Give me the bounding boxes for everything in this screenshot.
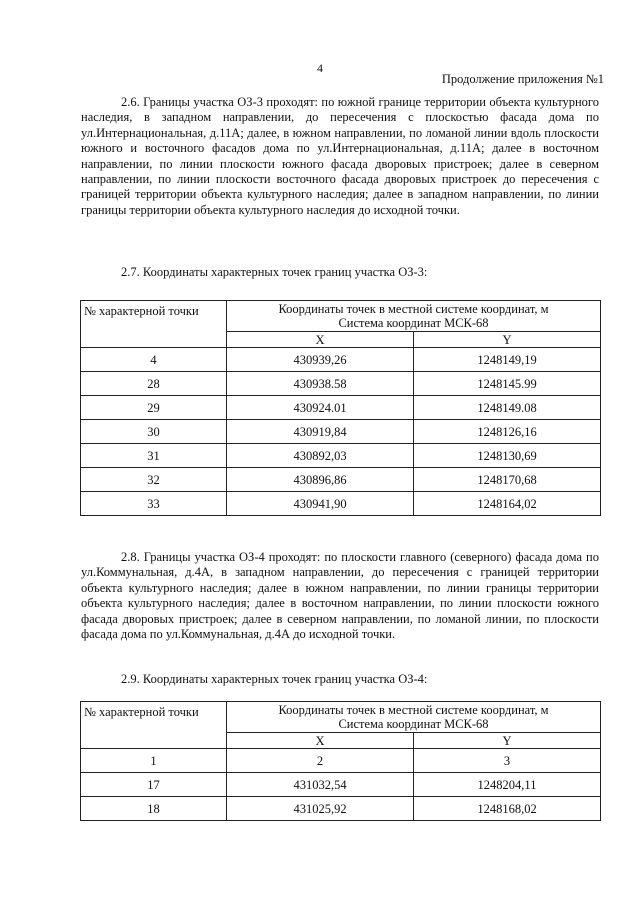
table-row <box>81 749 601 773</box>
paragraph-2-8: 2.8. Границы участка ОЗ-4 проходят: по плоскости главного (северного) фасада дома по ул.Коммунальная, д.4А, в западном направлении, до пересечения с границей территории объекта культурного наследия; далее в южном направлении, по линии границы территории объекта культурного наследия; далее в восточном направлении, по линии плоскости южного фасада дворовых пристроек; далее в северном направлении, по ломаной линии, по плоскости фасада дома по ул.Коммунальная, д.4А до исходной точки. <box>81 550 599 642</box>
x-coordinate-cell: 430938.58 <box>227 372 414 396</box>
table-body <box>81 348 601 516</box>
header-y: Y <box>414 733 601 749</box>
x-coordinate-cell: 430924.01 <box>227 396 414 420</box>
y-coordinate-cell: 1248145.99 <box>414 372 601 396</box>
y-coordinate-cell: 1248204,11 <box>414 773 601 797</box>
table-row <box>81 372 601 396</box>
table-row <box>81 773 601 797</box>
header-point-number: № характерной точки <box>81 301 227 348</box>
paragraph-2-7: 2.7. Координаты характерных точек границ участка ОЗ-3: <box>121 265 428 279</box>
paragraph-2-9: 2.9. Координаты характерных точек границ участка ОЗ-4: <box>121 672 428 686</box>
table-row <box>81 444 601 468</box>
x-coordinate-cell: 430896,86 <box>227 468 414 492</box>
header-x: X <box>227 733 414 749</box>
page-number: 4 <box>317 61 323 75</box>
table-row <box>81 492 601 516</box>
point-number-cell: 29 <box>81 396 227 420</box>
header-point-number: № характерной точки <box>81 702 227 749</box>
point-number-cell: 4 <box>81 348 227 372</box>
header-coords-line1: Координаты точек в местной системе координат, м <box>278 302 549 316</box>
x-coordinate-cell: 430919,84 <box>227 420 414 444</box>
point-number-cell: 32 <box>81 468 227 492</box>
y-coordinate-cell: 3 <box>414 749 601 773</box>
x-coordinate-cell: 2 <box>227 749 414 773</box>
table-row <box>81 797 601 821</box>
point-number-cell: 18 <box>81 797 227 821</box>
y-coordinate-cell: 1248168,02 <box>414 797 601 821</box>
table-row <box>81 468 601 492</box>
header-coords-line2: Система координат МСК-68 <box>338 717 489 731</box>
y-coordinate-cell: 1248149,19 <box>414 348 601 372</box>
header-x: X <box>227 332 414 348</box>
x-coordinate-cell: 430941,90 <box>227 492 414 516</box>
point-number-cell: 30 <box>81 420 227 444</box>
y-coordinate-cell: 1248170,68 <box>414 468 601 492</box>
point-number-cell: 1 <box>81 749 227 773</box>
header-coordinate-system <box>227 702 601 733</box>
y-coordinate-cell: 1248130,69 <box>414 444 601 468</box>
x-coordinate-cell: 431025,92 <box>227 797 414 821</box>
table-body <box>81 749 601 821</box>
table-row <box>81 348 601 372</box>
coordinates-table-oz3 <box>80 300 601 516</box>
appendix-continuation-label: Продолжение приложения №1 <box>441 72 604 86</box>
point-number-cell: 33 <box>81 492 227 516</box>
header-y: Y <box>414 332 601 348</box>
header-coords-line2: Система координат МСК-68 <box>338 316 489 330</box>
coordinates-table-oz4 <box>80 701 601 821</box>
x-coordinate-cell: 431032,54 <box>227 773 414 797</box>
point-number-cell: 17 <box>81 773 227 797</box>
x-coordinate-cell: 430892,03 <box>227 444 414 468</box>
x-coordinate-cell: 430939,26 <box>227 348 414 372</box>
table-row <box>81 396 601 420</box>
point-number-cell: 28 <box>81 372 227 396</box>
point-number-cell: 31 <box>81 444 227 468</box>
y-coordinate-cell: 1248164,02 <box>414 492 601 516</box>
table-row <box>81 420 601 444</box>
y-coordinate-cell: 1248149.08 <box>414 396 601 420</box>
header-coords-line1: Координаты точек в местной системе координат, м <box>278 703 549 717</box>
paragraph-2-6: 2.6. Границы участка ОЗ-3 проходят: по южной границе территории объекта культурного наследия, в западном направлении, до пересечения с плоскостью фасада дома по ул.Интернациональная, д.11А; далее, в южном направлении, по ломаной линии вдоль плоскости южного и восточного фасадов дома по ул.Интернациональная, д.11А; далее в восточном направлении, по линии плоскости южного фасада дворовых пристроек; далее в северном направлении, по линии плоскости восточного фасада дворовых пристроек до пересечения с границей территории объекта культурного наследия; далее в западном направлении, по линии границы территории объекта культурного наследия до исходной точки. <box>81 95 599 217</box>
header-coordinate-system <box>227 301 601 332</box>
y-coordinate-cell: 1248126,16 <box>414 420 601 444</box>
